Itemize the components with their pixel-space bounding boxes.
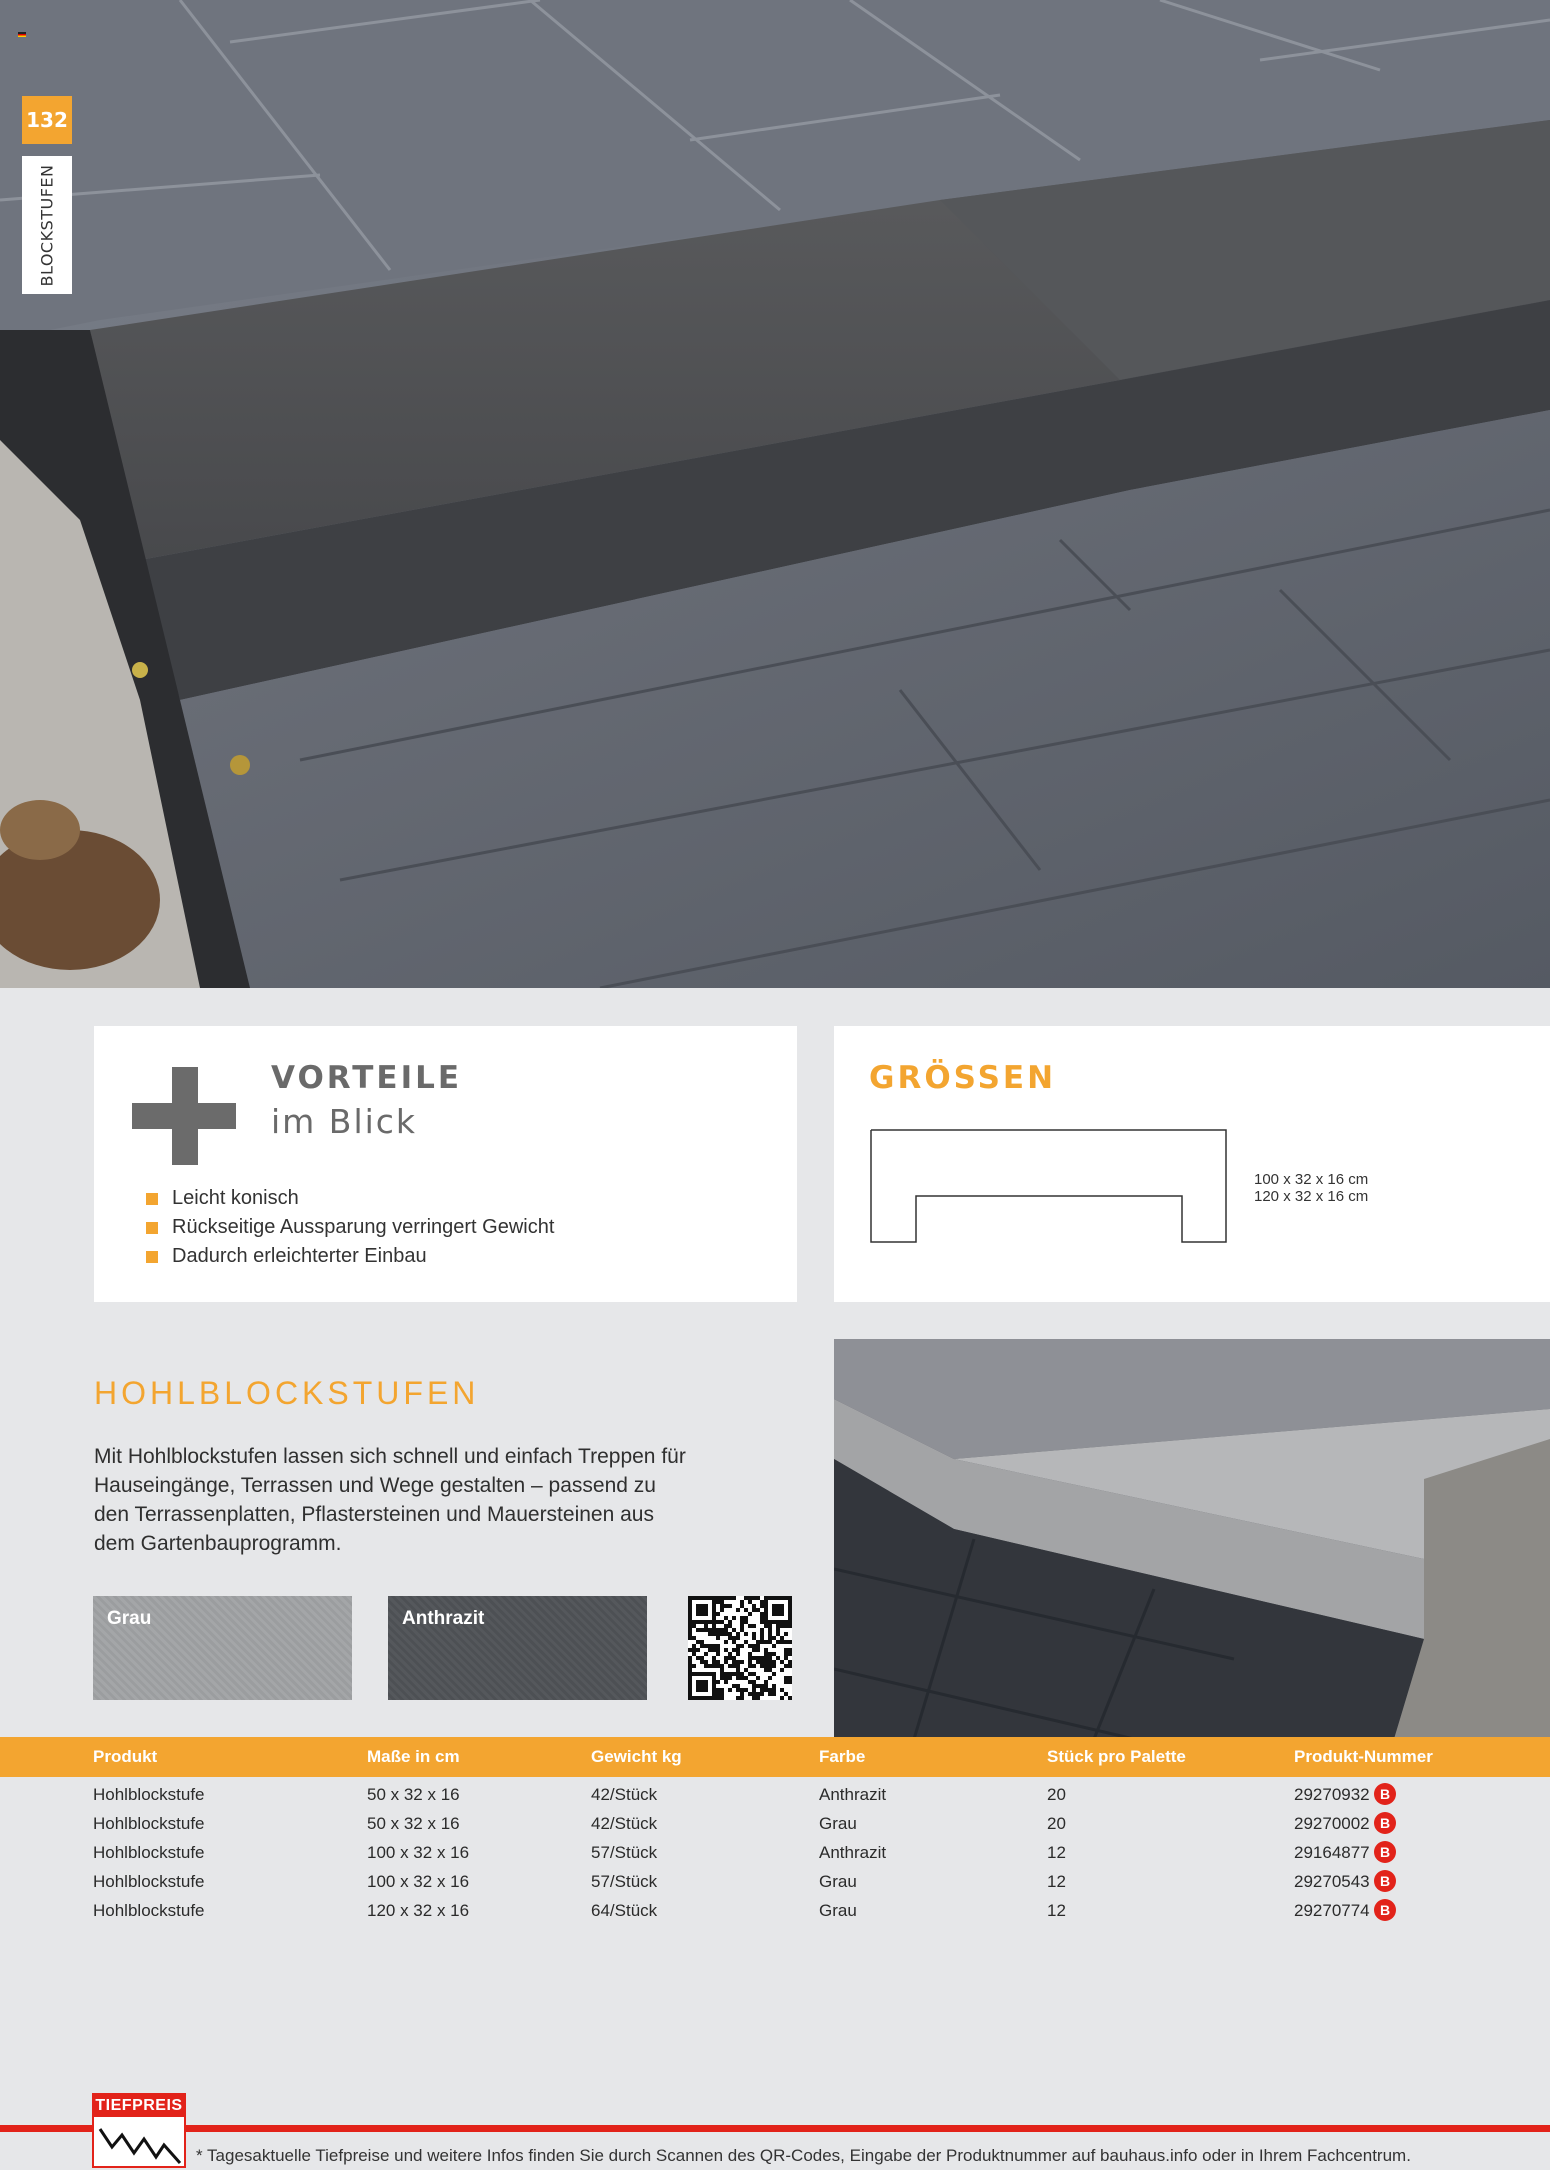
- list-item-text: Dadurch erleichterter Einbau: [172, 1245, 427, 1267]
- cell-masse: 100 x 32 x 16: [367, 1843, 470, 1862]
- flag-icon: [18, 22, 26, 27]
- b-badge-icon: B: [1374, 1870, 1396, 1892]
- cell-gewicht: 42/Stück: [591, 1785, 658, 1804]
- cell-farbe: Anthrazit: [819, 1843, 887, 1862]
- cell-produkt: Hohlblockstufe: [93, 1872, 205, 1891]
- list-item: [146, 1242, 554, 1271]
- list-item: [146, 1213, 554, 1242]
- cell-farbe: Anthrazit: [819, 1785, 887, 1804]
- vorteile-title: VORTEILE: [271, 1060, 463, 1096]
- cell-produktnummer: 29270932: [1294, 1785, 1370, 1804]
- bullet-square-icon: [146, 1193, 158, 1205]
- price-down-chart-icon: [98, 2121, 182, 2165]
- swatch-label: Anthrazit: [402, 1608, 485, 1629]
- cell-produktnummer: 29164877: [1294, 1843, 1370, 1862]
- cell-farbe: Grau: [819, 1901, 857, 1920]
- cell-gewicht: 42/Stück: [591, 1814, 658, 1833]
- b-badge-icon: B: [1374, 1783, 1396, 1805]
- b-badge-icon: B: [1374, 1899, 1396, 1921]
- cell-farbe: Grau: [819, 1814, 857, 1833]
- cell-gewicht: 57/Stück: [591, 1843, 658, 1862]
- qr-code-icon[interactable]: [688, 1596, 792, 1700]
- col-header-masse: Maße in cm: [367, 1747, 460, 1766]
- cell-stueck: 12: [1047, 1872, 1066, 1891]
- vorteile-list: [146, 1184, 554, 1271]
- tiefpreis-label: TIEFPREIS: [94, 2095, 184, 2117]
- vorteile-subtitle: im Blick: [271, 1102, 418, 1141]
- color-swatch-grau: [93, 1596, 352, 1700]
- footer-rule: [0, 2125, 1550, 2132]
- groessen-title: GRÖSSEN: [869, 1060, 1057, 1096]
- page-number: 132: [22, 96, 72, 144]
- list-item-text: Leicht konisch: [172, 1187, 299, 1209]
- cell-produkt: Hohlblockstufe: [93, 1901, 205, 1920]
- col-header-gewicht: Gewicht kg: [591, 1747, 682, 1766]
- cell-produktnummer: 29270002: [1294, 1814, 1370, 1833]
- b-badge-icon: B: [1374, 1812, 1396, 1834]
- cell-masse: 50 x 32 x 16: [367, 1785, 460, 1804]
- hero-photo: [0, 0, 1550, 988]
- cell-produktnummer: 29270543: [1294, 1872, 1370, 1891]
- bullet-square-icon: [146, 1222, 158, 1234]
- section-tab-label: BLOCKSTUFEN: [37, 164, 57, 286]
- plus-icon-bar: [132, 1103, 236, 1129]
- cell-stueck: 20: [1047, 1785, 1066, 1804]
- cell-gewicht: 64/Stück: [591, 1901, 658, 1920]
- cell-masse: 120 x 32 x 16: [367, 1901, 470, 1920]
- product-title: HOHLBLOCKSTUFEN: [94, 1375, 480, 1411]
- cell-produktnummer: 29270774: [1294, 1901, 1370, 1920]
- list-item-text: Rückseitige Aussparung verringert Gewicht: [172, 1216, 555, 1238]
- tiefpreis-logo: [92, 2093, 186, 2168]
- cell-farbe: Grau: [819, 1872, 857, 1891]
- col-header-produktnummer: Produkt-Nummer: [1294, 1747, 1433, 1766]
- step-profile-drawing: [870, 1128, 1228, 1248]
- bullet-square-icon: [146, 1251, 158, 1263]
- swatch-label: Grau: [107, 1608, 152, 1629]
- color-swatch-anthrazit: [388, 1596, 647, 1700]
- b-badge-icon: B: [1374, 1841, 1396, 1863]
- product-photo: [834, 1339, 1550, 1739]
- size-item: 100 x 32 x 16 cm: [1254, 1171, 1369, 1188]
- cell-stueck: 20: [1047, 1814, 1066, 1833]
- cell-masse: 50 x 32 x 16: [367, 1814, 460, 1833]
- cell-masse: 100 x 32 x 16: [367, 1872, 470, 1891]
- cell-stueck: 12: [1047, 1843, 1066, 1862]
- cell-stueck: 12: [1047, 1901, 1066, 1920]
- col-header-stueck: Stück pro Palette: [1047, 1747, 1186, 1766]
- product-description: Mit Hohlblockstufen lassen sich schnell und einfach Treppen für Hauseingänge, Terrassen und Wege gestalten – passend zu den Terrassenplatten, Pflastersteinen und Mauersteinen aus dem Gartenbauprogramm.: [94, 1445, 686, 1555]
- cell-produkt: Hohlblockstufe: [93, 1843, 205, 1862]
- section-tab: [22, 156, 72, 294]
- cell-produkt: Hohlblockstufe: [93, 1814, 205, 1833]
- col-header-produkt: Produkt: [93, 1747, 158, 1766]
- list-item: [146, 1184, 554, 1213]
- footer-note: * Tagesaktuelle Tiefpreise und weitere Infos finden Sie durch Scannen des QR-Codes, Eingabe der Produktnummer auf bauhaus.info oder in Ihrem Fachcentrum.: [196, 2146, 1411, 2165]
- size-item: 120 x 32 x 16 cm: [1254, 1188, 1369, 1205]
- size-list: [1254, 1171, 1368, 1205]
- cell-gewicht: 57/Stück: [591, 1872, 658, 1891]
- cell-produkt: Hohlblockstufe: [93, 1785, 205, 1804]
- col-header-farbe: Farbe: [819, 1747, 866, 1766]
